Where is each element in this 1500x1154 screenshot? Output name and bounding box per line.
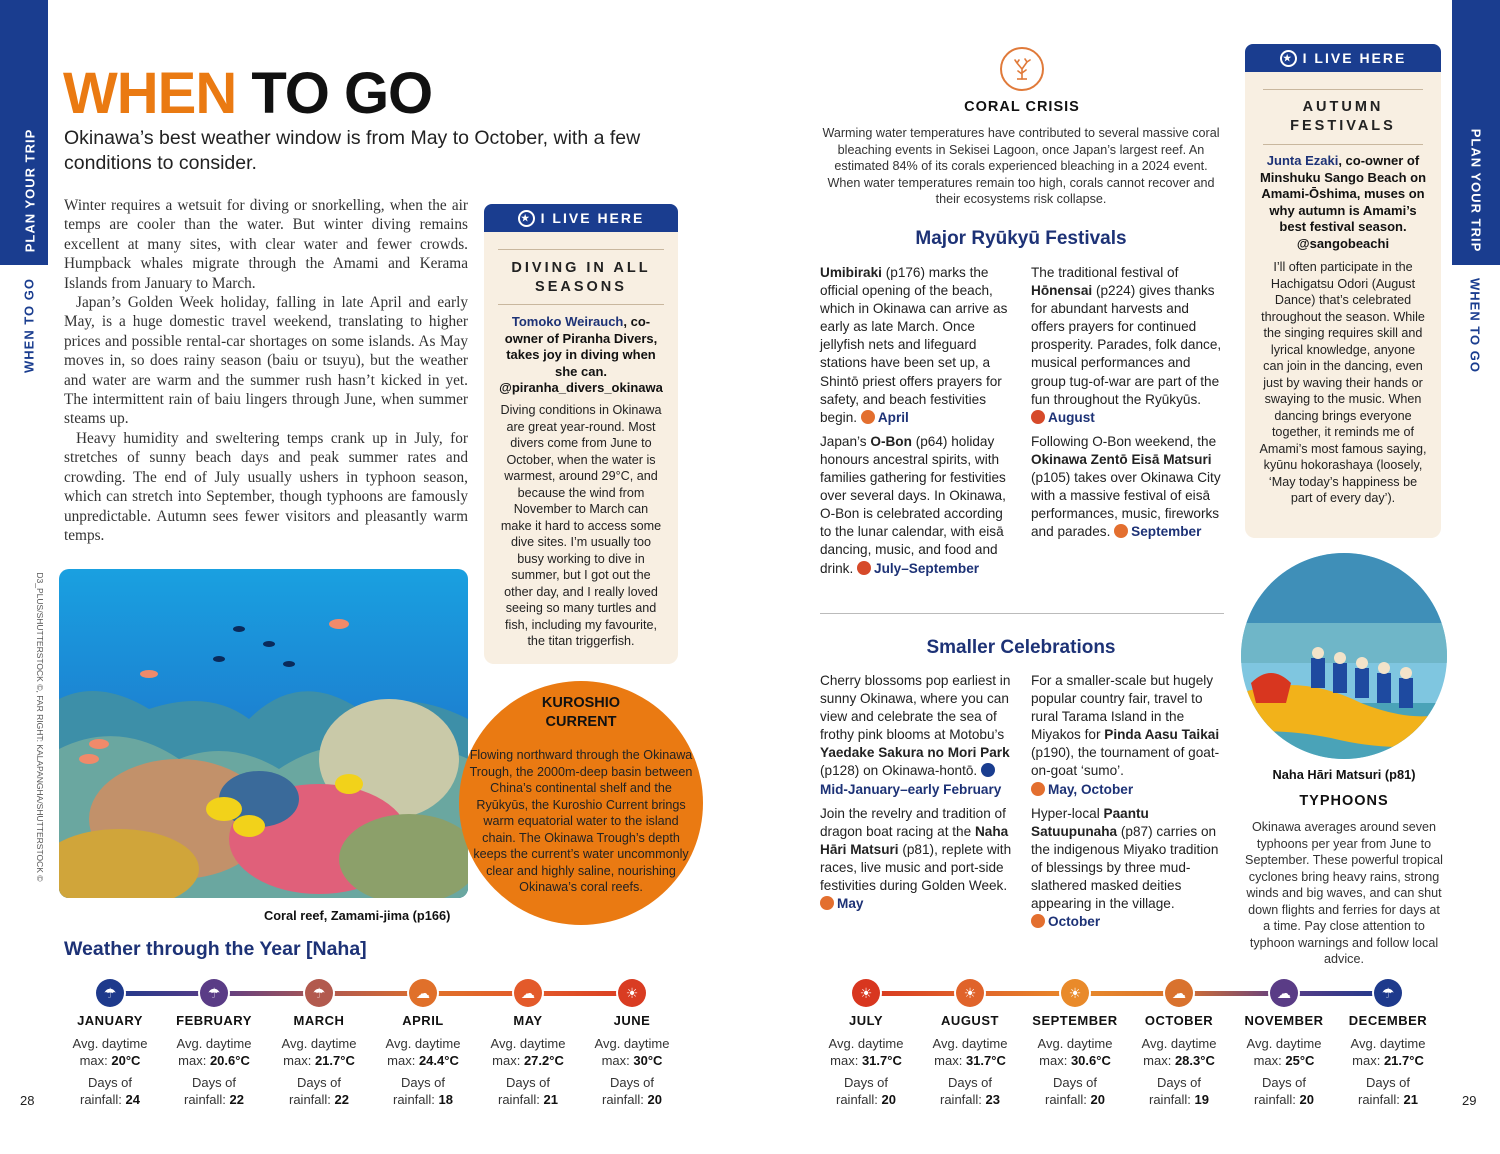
rain-label: Days of — [609, 1075, 655, 1090]
sun-icon: ☀ — [618, 979, 646, 1007]
rain-days-value: 22 — [229, 1092, 244, 1107]
box-title-line: SEASONS — [535, 279, 627, 295]
max-label: max: — [178, 1053, 210, 1068]
month-name: MAY — [513, 1013, 543, 1028]
max-temp-line — [1015, 1052, 1135, 1069]
celebration-text: For a smaller-scale but hugely popular country fair, travel to rural Tarama Island in the Miyakos for — [1031, 673, 1214, 743]
sun-cloud-icon — [820, 896, 834, 910]
rain-label: Days of — [505, 1075, 551, 1090]
max-temp-line — [806, 1052, 926, 1069]
month-temperature — [1015, 1035, 1135, 1069]
max-label: max: — [601, 1053, 634, 1068]
sun-cloud-icon: ☁ — [1165, 979, 1193, 1007]
max-label: max: — [79, 1053, 112, 1068]
festivals-column-left — [820, 264, 1012, 584]
typhoons-title: TYPHOONS — [1299, 793, 1389, 809]
max-temp-value: 30°C — [633, 1053, 663, 1068]
kuroshio-title — [459, 694, 703, 732]
max-temp-value: 31.7°C — [861, 1053, 902, 1068]
month-rainfall — [910, 1074, 1030, 1108]
avg-label: Avg. daytime — [281, 1036, 357, 1051]
celebration-month: May — [837, 896, 864, 912]
celebration-name: Naha Hāri Matsuri — [820, 823, 1009, 857]
box-body: I’ll often participate in the Hachigatsu Odori (August Dance) that’s celebrated throughout the season. While the singing requires skill and lyrical knowledge, anyone can join in the dancing, even just by waving their hands or swaying to the music. When dancing brings everyone together, it reminds me of Amami’s most famous saying, kyūnu hokorashaya (loosely, ‘May today’s happiness be part of every day’). — [1259, 260, 1427, 505]
festival-name: Umibiraki — [820, 265, 882, 280]
max-label: max: — [934, 1053, 966, 1068]
month-temperature — [363, 1035, 483, 1069]
weather-month — [154, 979, 274, 1109]
rain-cloud-icon: ☂ — [305, 979, 333, 1007]
rain-days-label: rainfall: — [1149, 1092, 1195, 1107]
section-divider — [820, 613, 1224, 614]
weather-month — [910, 979, 1030, 1109]
avg-label: Avg. daytime — [176, 1036, 252, 1051]
max-label: max: — [1352, 1053, 1384, 1068]
rain-label: Days of — [1052, 1075, 1098, 1090]
celebration-text: (p190), the tournament of goat-on-goat ‘sumo’. — [1031, 745, 1220, 779]
rain-days-line — [50, 1091, 170, 1108]
coral-icon — [1000, 47, 1044, 91]
max-temp-line — [363, 1052, 483, 1069]
rain-label: Days of — [1156, 1075, 1202, 1090]
festival-month: September — [1131, 524, 1202, 540]
rain-days-value: 21 — [543, 1092, 558, 1107]
person-name: Junta Ezaki — [1266, 153, 1339, 168]
max-temp-line — [154, 1052, 274, 1069]
avg-label: Avg. daytime — [1350, 1036, 1426, 1051]
rain-days-line — [1119, 1091, 1239, 1108]
month-temperature — [806, 1035, 926, 1069]
celebration-sakura — [820, 672, 1012, 799]
month-rainfall — [50, 1074, 170, 1108]
weather-title: Weather through the Year [Naha] — [64, 938, 367, 960]
weather-month — [1015, 979, 1135, 1109]
rain-days-label: rainfall: — [393, 1092, 439, 1107]
celebration-when — [820, 896, 863, 911]
rain-days-line — [910, 1091, 1030, 1108]
rain-days-label: rainfall: — [1254, 1092, 1300, 1107]
celebration-text: (p128) on Okinawa-hontō. — [820, 763, 978, 779]
right-section-label: PLAN YOUR TRIP — [1468, 128, 1484, 253]
rain-days-label: rainfall: — [1045, 1092, 1091, 1107]
kuroshio-title-line: CURRENT — [545, 714, 617, 730]
rain-days-line — [806, 1091, 926, 1108]
month-temperature — [572, 1035, 692, 1069]
title-to-go: TO GO — [251, 61, 433, 126]
celebrations-column-right — [1031, 672, 1225, 937]
max-temp-value: 31.7°C — [965, 1053, 1006, 1068]
rain-days-label: rainfall: — [602, 1092, 648, 1107]
month-name: AUGUST — [941, 1013, 999, 1028]
celebration-name: Yaedake Sakura no Mori Park — [820, 745, 1010, 761]
major-festivals-heading: Major Ryūkyū Festivals — [915, 228, 1127, 249]
festival-text: (p224) gives thanks for abundant harvests and offers prayers for continued prosperity. Parades, folk dance, musical performances and group tug-of-war are part of the fun throughout the Ryūkyūs. — [1031, 283, 1222, 407]
rain-cloud-icon: ☂ — [1374, 979, 1402, 1007]
avg-label: Avg. daytime — [490, 1036, 566, 1051]
month-name: NOVEMBER — [1244, 1013, 1324, 1028]
sun-cloud-icon: ☁ — [409, 979, 437, 1007]
avg-label: Avg. daytime — [932, 1036, 1008, 1051]
sun-icon — [1114, 524, 1128, 538]
sun-icon: ☀ — [956, 979, 984, 1007]
month-rainfall — [1015, 1074, 1135, 1108]
weather-month — [468, 979, 588, 1109]
celebration-text: Cherry blossoms pop earliest in sunny Okinawa, where you can view and celebrate the sea of frothy pink blooms at Motobu’s — [820, 673, 1011, 743]
live-here-header — [1245, 44, 1441, 72]
box-intro — [498, 314, 664, 397]
live-here-diving-box — [484, 204, 678, 664]
festival-text: (p105) takes over Okinawa City with a massive festival of eisā performances, music, fireworks and parades. — [1031, 470, 1221, 540]
max-label: max: — [1143, 1053, 1175, 1068]
rain-days-line — [468, 1091, 588, 1108]
rain-days-label: rainfall: — [940, 1092, 986, 1107]
max-temp-line — [468, 1052, 588, 1069]
max-temp-line — [1328, 1052, 1448, 1069]
naha-hari-photo — [1241, 553, 1447, 759]
divider — [1263, 89, 1423, 90]
rain-days-value: 23 — [985, 1092, 1000, 1107]
rain-label: Days of — [296, 1075, 342, 1090]
max-temp-value: 21.7°C — [1383, 1053, 1424, 1068]
intro-paragraph: Heavy humidity and sweltering temps crank up in July, for stretches of sunny beach days and peak summer rates and crowding. The end of July usually ushers in typhoon season, which can stretch into September, though typhoons are famously unpredictable. Autumn sees fewer visitors and pleasantly warm temps. — [64, 429, 468, 544]
sun-icon: ☀ — [1061, 979, 1089, 1007]
month-temperature — [468, 1035, 588, 1069]
rain-cloud-icon: ☂ — [96, 979, 124, 1007]
rain-days-line — [1224, 1091, 1344, 1108]
intro-text — [64, 196, 468, 545]
month-rainfall — [1328, 1074, 1448, 1108]
festival-name: Okinawa Zentō Eisā Matsuri — [1031, 451, 1212, 467]
month-rainfall — [1224, 1074, 1344, 1108]
rain-days-value: 20 — [647, 1092, 662, 1107]
rain-days-value: 18 — [438, 1092, 453, 1107]
rain-cloud-icon — [981, 763, 995, 777]
sun-icon — [857, 561, 871, 575]
person-intro: , co-owner of Piranha Divers, takes joy in diving when she can. @piranha_divers_okinawa — [499, 314, 663, 395]
rain-days-line — [572, 1091, 692, 1108]
max-temp-value: 24.4°C — [418, 1053, 459, 1068]
month-rainfall — [154, 1074, 274, 1108]
festival-month: April — [877, 409, 909, 425]
celebration-name: Pinda Aasu Taikai — [1104, 727, 1220, 743]
rain-days-label: rainfall: — [184, 1092, 230, 1107]
kuroshio-title-line: KUROSHIO — [541, 695, 621, 711]
live-here-header — [484, 204, 678, 232]
avg-label: Avg. daytime — [828, 1036, 904, 1051]
rain-label: Days of — [1365, 1075, 1411, 1090]
festival-when — [857, 561, 979, 576]
month-name: APRIL — [402, 1013, 444, 1028]
max-label: max: — [492, 1053, 524, 1068]
kuroshio-current-box — [459, 681, 703, 925]
weather-month — [50, 979, 170, 1109]
divider — [1263, 144, 1423, 145]
photo-credit: D3_PLUS/SHUTTERSTOCK ©, FAR RIGHT: KALAPANGHA/SHUTTERSTOCK © — [35, 572, 45, 882]
max-temp-value: 25°C — [1285, 1053, 1315, 1068]
weather-month — [1224, 979, 1344, 1109]
avg-label: Avg. daytime — [72, 1036, 148, 1051]
max-temp-value: 30.6°C — [1070, 1053, 1111, 1068]
max-label: max: — [830, 1053, 862, 1068]
sun-cloud-icon — [1031, 782, 1045, 796]
month-name: OCTOBER — [1144, 1013, 1214, 1028]
month-rainfall — [572, 1074, 692, 1108]
max-label: max: — [1253, 1053, 1286, 1068]
celebration-month: Mid-January–early February — [820, 781, 1002, 797]
celebration-naha — [820, 805, 1012, 914]
festival-name: O-Bon — [870, 433, 912, 449]
month-name: DECEMBER — [1348, 1013, 1428, 1028]
coral-crisis-title: CORAL CRISIS — [964, 99, 1080, 115]
naha-photo-caption: Naha Hāri Matsuri (p81) — [1272, 767, 1416, 782]
weather-month — [1328, 979, 1448, 1109]
box-title — [1245, 98, 1441, 136]
avg-label: Avg. daytime — [1037, 1036, 1113, 1051]
rain-label: Days of — [947, 1075, 993, 1090]
celebration-when — [1031, 914, 1100, 929]
divider — [498, 249, 664, 250]
festival-month: July–September — [874, 560, 980, 576]
right-chapter-label: WHEN TO GO — [1467, 278, 1483, 373]
sun-icon: ☀ — [852, 979, 880, 1007]
box-title-line: FESTIVALS — [1290, 118, 1396, 134]
max-temp-value: 21.7°C — [314, 1053, 355, 1068]
festival-when — [1031, 410, 1095, 425]
sun-cloud-icon: ☁ — [1270, 979, 1298, 1007]
left-chapter-label: WHEN TO GO — [21, 278, 37, 373]
max-label: max: — [1039, 1053, 1071, 1068]
intro-paragraph: Winter requires a wetsuit for diving or snorkelling, when the air temps are cooler than the water. But winter diving remains excellent at many sites, with clear water and fewer crowds. Humpback whales migrate through the Amami and Kerama Islands from January to March. — [64, 197, 468, 292]
rain-days-label: rainfall: — [498, 1092, 544, 1107]
festival-eisa — [1031, 433, 1225, 542]
coral-crisis-body: Warming water temperatures have contributed to several massive coral bleaching events in Sekisei Lagoon, once Japan’s largest reef. An estimated 84% of its corals experienced bleaching in a 2024 event. When water temperatures remain too high, corals cannot recover and their ecosystems risk collapse. — [822, 126, 1220, 206]
max-temp-line — [50, 1052, 170, 1069]
month-name: SEPTEMBER — [1032, 1013, 1118, 1028]
month-name: JUNE — [613, 1013, 651, 1028]
month-temperature — [1224, 1035, 1344, 1069]
festival-name: Hōnensai — [1031, 283, 1093, 299]
month-rainfall — [259, 1074, 379, 1108]
box-body: Diving conditions in Okinawa are great year-round. Most divers come from June to October, when the water is warmest, around 29°C, and because the wind from November to March can make it hard to access some dive sites. I’m usually too busy working to dive in summer, but I got out the other day, and I really loved seeing so many turtles and fish, including my favourite, the titan triggerfish. — [500, 403, 662, 648]
month-rainfall — [468, 1074, 588, 1108]
kuroshio-body: Flowing northward through the Okinawa Trough, the 2000m-deep basin between China’s continental shelf and the Ryūkyūs, the Kuroshio Current brings warm equatorial water to the island chain. The Okinawa Trough’s depth keeps the current’s water uncommonly clear and highly saline, nourishing Okinawa’s coral reefs. — [469, 748, 693, 894]
dragon-boat-illustration — [1241, 553, 1447, 759]
celebration-text: (p87) carries on the indigenous Miyako tradition of blessings by three mud-slathered masked deities appearing in the village. — [1031, 823, 1219, 912]
festival-text: (p176) marks the official opening of the beach, which in Okinawa can arrive as early as late March. Once jellyfish nets and lifeguard stations have been set up, a Shintō priest offers prayers for safety, and beach festivities begin. — [820, 265, 1008, 425]
max-temp-line — [572, 1052, 692, 1069]
avg-label: Avg. daytime — [385, 1036, 461, 1051]
sun-cloud-icon: ☁ — [514, 979, 542, 1007]
month-temperature — [1119, 1035, 1239, 1069]
intro-paragraph: Japan’s Golden Week holiday, falling in late April and early May, is a huge domestic travel weekend, translating to higher prices and possible rental-car shortages on some islands. As May moves in, so does rainy season (baiu or tsuyu), but the weather and water are warm and the summer rush hasn’t kicked in yet. The intermittent rain of baiu lingers through June, when summer steams up. — [64, 294, 468, 428]
rain-days-line — [363, 1091, 483, 1108]
max-temp-value: 28.3°C — [1174, 1053, 1215, 1068]
rain-days-line — [259, 1091, 379, 1108]
festivals-column-right — [1031, 264, 1225, 547]
avg-label: Avg. daytime — [1246, 1036, 1322, 1051]
weather-month — [363, 979, 483, 1109]
festival-when — [1114, 524, 1201, 539]
celebration-month: May, October — [1048, 781, 1134, 797]
max-label: max: — [283, 1053, 315, 1068]
box-title-line: AUTUMN — [1302, 99, 1384, 115]
rain-days-value: 21 — [1403, 1092, 1418, 1107]
box-title — [484, 259, 678, 297]
rain-label: Days of — [1261, 1075, 1307, 1090]
celebration-text: Hyper-local — [1031, 805, 1104, 821]
celebrations-column-left — [820, 672, 1012, 919]
month-name: JULY — [848, 1013, 884, 1028]
page-number-right: 29 — [1462, 1093, 1477, 1108]
month-rainfall — [806, 1074, 926, 1108]
rain-days-value: 19 — [1194, 1092, 1209, 1107]
rain-label: Days of — [191, 1075, 237, 1090]
rain-days-value: 20 — [1299, 1092, 1314, 1107]
coral-branch-icon — [1010, 57, 1034, 81]
max-temp-line — [910, 1052, 1030, 1069]
max-temp-value: 20.6°C — [209, 1053, 250, 1068]
festival-month: August — [1048, 409, 1095, 425]
rain-days-value: 24 — [125, 1092, 140, 1107]
smaller-celebrations-heading: Smaller Celebrations — [926, 637, 1116, 658]
live-here-autumn-box — [1245, 44, 1441, 538]
month-rainfall — [1119, 1074, 1239, 1108]
coral-reef-illustration — [59, 569, 468, 898]
rain-days-label: rainfall: — [80, 1092, 126, 1107]
celebration-name: Paantu Satuupunaha — [1031, 805, 1149, 839]
box-intro — [1259, 153, 1427, 252]
sun-cloud-icon — [1031, 914, 1045, 928]
title-when: WHEN — [63, 61, 237, 126]
rain-days-value: 22 — [334, 1092, 349, 1107]
month-temperature — [910, 1035, 1030, 1069]
left-section-label: PLAN YOUR TRIP — [22, 128, 38, 253]
page-number-left: 28 — [20, 1093, 35, 1108]
max-temp-line — [1119, 1052, 1239, 1069]
rain-label: Days of — [87, 1075, 133, 1090]
divider — [498, 304, 664, 305]
festival-text: The traditional festival of — [1031, 265, 1179, 280]
rain-days-label: rainfall: — [836, 1092, 882, 1107]
rain-days-line — [1328, 1091, 1448, 1108]
celebration-when — [1031, 782, 1133, 797]
month-temperature — [50, 1035, 170, 1069]
max-temp-value: 20°C — [111, 1053, 141, 1068]
page-title — [63, 60, 432, 127]
max-label: max: — [387, 1053, 419, 1068]
festival-umibiraki — [820, 264, 1012, 427]
avg-label: Avg. daytime — [594, 1036, 670, 1051]
rain-days-label: rainfall: — [289, 1092, 335, 1107]
rain-days-value: 20 — [881, 1092, 896, 1107]
coral-reef-photo — [59, 569, 468, 898]
star-badge-icon: ★ — [518, 210, 535, 227]
celebration-paantu — [1031, 805, 1225, 932]
rain-days-value: 20 — [1090, 1092, 1105, 1107]
celebration-month: October — [1048, 914, 1101, 930]
weather-month — [259, 979, 379, 1109]
typhoons-body: Okinawa averages around seven typhoons per year from June to September. These powerful tropical cyclones bring heavy rains, strong winds and big waves, and can shut down flights and ferries for days at a time. Pay close attention to typhoon warnings and follow local advice. — [1245, 820, 1443, 966]
month-name: JANUARY — [77, 1013, 143, 1028]
month-name: FEBRUARY — [176, 1013, 252, 1028]
max-temp-line — [259, 1052, 379, 1069]
month-rainfall — [363, 1074, 483, 1108]
celebration-text: Join the revelry and tradition of dragon boat racing at the — [820, 805, 1006, 839]
festival-text: (p64) holiday honours ancestral spirits, with families gathering for festivities over several days. In Okinawa, O-Bon is celebrated according to the lunar calendar, with eisā dancing, music, and food and drink. — [820, 433, 1006, 576]
sun-cloud-icon — [861, 410, 875, 424]
celebration-pinda — [1031, 672, 1225, 799]
festival-text: Japan’s — [820, 433, 871, 449]
rain-days-line — [1015, 1091, 1135, 1108]
lead-paragraph: Okinawa’s best weather window is from May to October, with a few conditions to consider. — [64, 127, 641, 174]
month-name: MARCH — [293, 1013, 345, 1028]
avg-label: Avg. daytime — [1141, 1036, 1217, 1051]
festival-text: Following O-Bon weekend, the — [1031, 433, 1217, 449]
max-temp-value: 27.2°C — [523, 1053, 564, 1068]
star-badge-icon: ★ — [1280, 50, 1297, 67]
sun-icon — [1031, 410, 1045, 424]
person-intro: , co-owner of Minshuku Sango Beach on Amami-Ōshima, muses on why autumn is Amami’s best festival season. @sangobeachi — [1259, 153, 1427, 251]
box-title-line: DIVING IN ALL — [511, 260, 651, 276]
rain-label: Days of — [843, 1075, 889, 1090]
coral-photo-caption: Coral reef, Zamami-jima (p166) — [264, 908, 451, 923]
live-here-label: I LIVE HERE — [1302, 50, 1407, 66]
weather-month — [572, 979, 692, 1109]
weather-month — [806, 979, 926, 1109]
weather-month — [1119, 979, 1239, 1109]
festival-obon — [820, 433, 1012, 578]
month-temperature — [1328, 1035, 1448, 1069]
rain-days-line — [154, 1091, 274, 1108]
festival-when — [861, 410, 909, 425]
festival-honensai — [1031, 264, 1225, 427]
month-temperature — [154, 1035, 274, 1069]
rain-days-label: rainfall: — [1358, 1092, 1404, 1107]
live-here-label: I LIVE HERE — [540, 210, 645, 226]
celebration-text: (p81), replete with races, live music and port-side festivities during Golden Week. — [820, 841, 1012, 894]
month-temperature — [259, 1035, 379, 1069]
rain-cloud-icon: ☂ — [200, 979, 228, 1007]
person-name: Tomoko Weirauch — [511, 314, 624, 329]
max-temp-line — [1224, 1052, 1344, 1069]
rain-label: Days of — [400, 1075, 446, 1090]
